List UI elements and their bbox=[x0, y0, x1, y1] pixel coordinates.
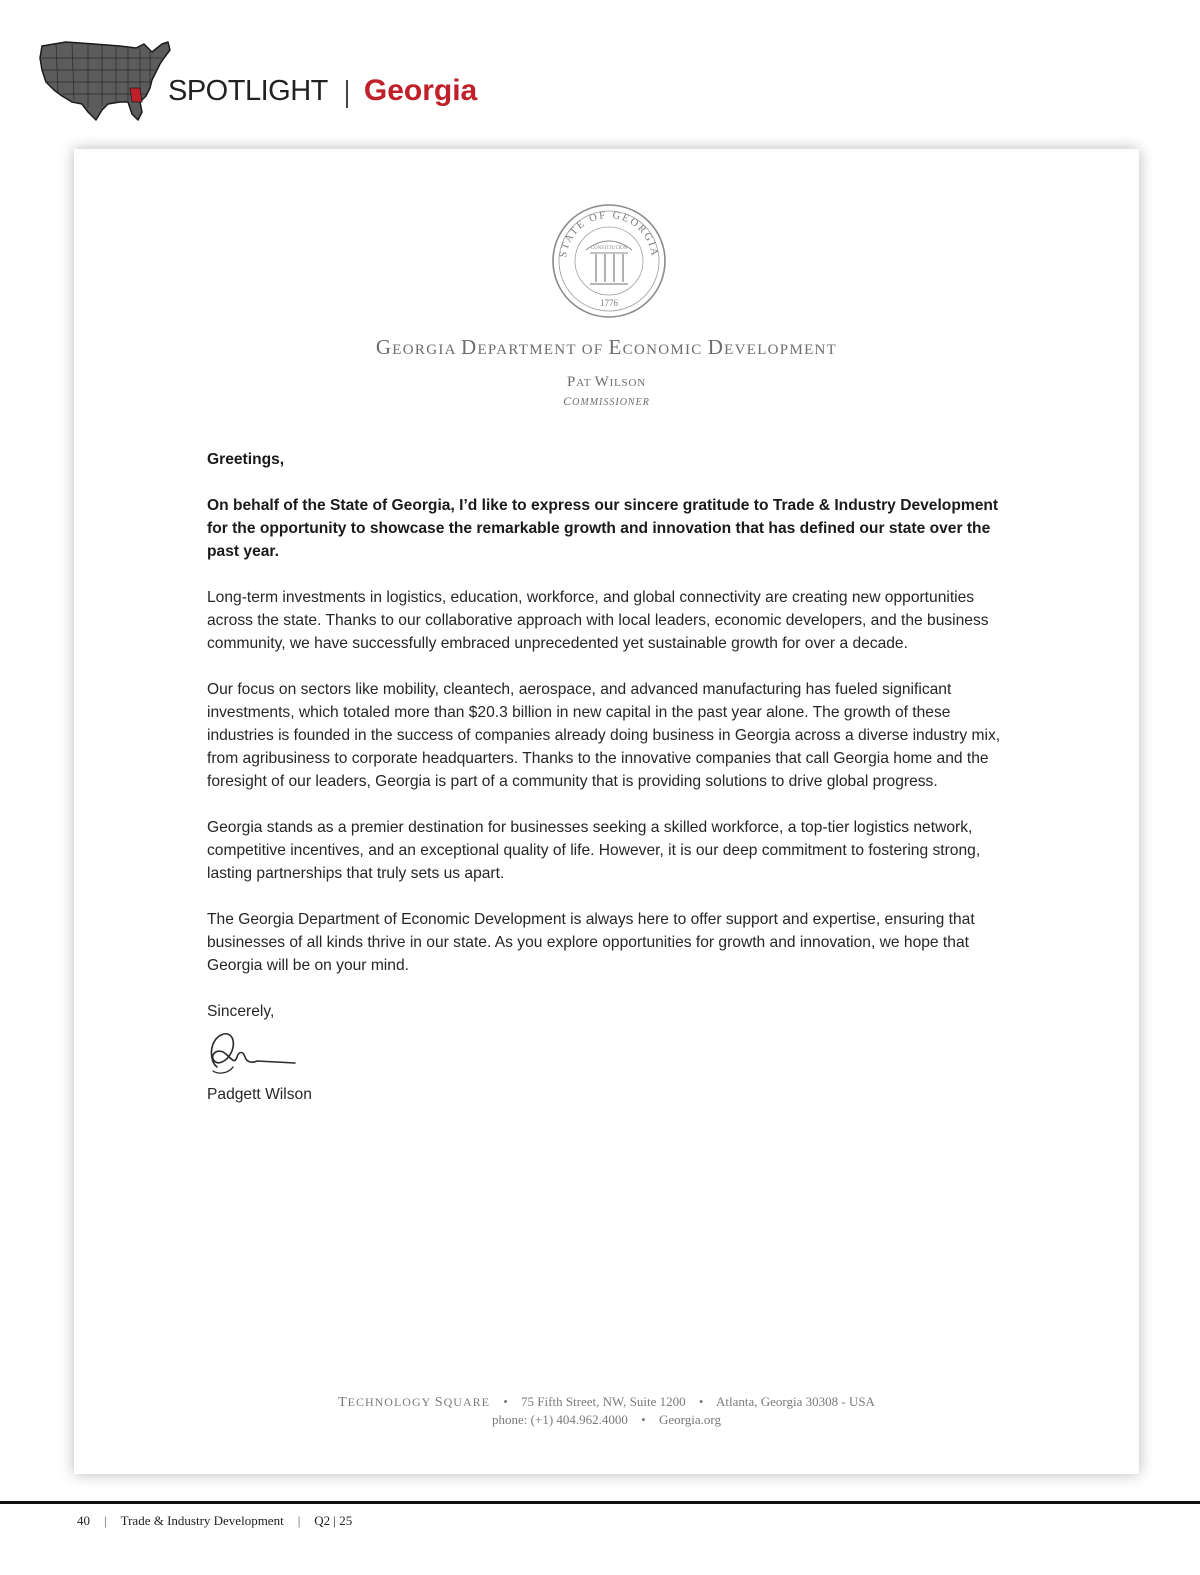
issue-label: Q2 | 25 bbox=[314, 1513, 353, 1528]
address-line-1 bbox=[74, 1394, 1139, 1411]
page-header bbox=[0, 0, 1200, 140]
letter-body bbox=[207, 448, 1007, 1106]
section-label: SPOTLIGHT bbox=[168, 75, 328, 107]
separator-dot: • bbox=[698, 1394, 704, 1409]
footer-rule bbox=[0, 1501, 1200, 1504]
page-number: 40 bbox=[77, 1513, 90, 1528]
letter-sheet bbox=[74, 149, 1139, 1474]
commissioner-title: COMMISSIONER bbox=[563, 394, 650, 408]
department-name: GEORGIA DEPARTMENT OF ECONOMIC DEVELOPMENT bbox=[375, 335, 838, 359]
phone-number: phone: (+1) 404.962.4000 bbox=[492, 1412, 628, 1427]
footer-divider: | bbox=[297, 1513, 301, 1528]
svg-text:STATE OF GEORGIA: STATE OF GEORGIA bbox=[558, 209, 661, 259]
body-paragraph-3: Georgia stands as a premier destination for businesses seeking a skilled workforce, a top-tier logistics network, competitive incentives, and an exceptional quality of life. However, it is our deep commitment to fostering strong, lasting partnerships that truly sets us apart. bbox=[207, 819, 981, 882]
separator-dot: • bbox=[503, 1394, 508, 1409]
body-paragraph-4: The Georgia Department of Economic Development is always here to offer support and expertise, ensuring that businesses of all kinds thrive in our state. As you explore opportunities for growth and innovation, we hope that Georgia will be on your mind. bbox=[207, 911, 975, 974]
svg-text:1776: 1776 bbox=[600, 298, 618, 308]
title-divider bbox=[346, 80, 348, 108]
us-map-icon bbox=[36, 36, 174, 124]
publication-name: Trade & Industry Development bbox=[120, 1513, 284, 1528]
page-footer bbox=[77, 1511, 352, 1531]
state-label: Georgia bbox=[363, 74, 478, 107]
commissioner-name: PAT WILSON bbox=[567, 374, 646, 390]
signer-name: Padgett Wilson bbox=[207, 1086, 312, 1103]
intro-paragraph: On behalf of the State of Georgia, I’d like to express our sincere gratitude to Trade & Industry Development for the opportunity to showcase the remarkable growth and innovation that has defined our state over the past year. bbox=[207, 497, 999, 560]
body-paragraph-1: Long-term investments in logistics, education, workforce, and global connectivity are creating new opportunities across the state. Thanks to our collaborative approach with local leaders, economic developers, and the business community, we have successfully embraced unprecedented yet sustainable growth for over a decade. bbox=[207, 589, 989, 652]
city-address: Atlanta, Georgia 30308 - USA bbox=[715, 1394, 875, 1409]
address-line-2 bbox=[74, 1412, 1139, 1428]
separator-dot: • bbox=[641, 1412, 646, 1427]
street-address: 75 Fifth Street, NW, Suite 1200 bbox=[521, 1394, 686, 1409]
georgia-state-seal-icon bbox=[550, 202, 668, 320]
page-title bbox=[168, 74, 477, 114]
greeting: Greetings, bbox=[207, 451, 285, 468]
website-link[interactable]: Georgia.org bbox=[658, 1412, 721, 1427]
svg-text:CONSTITUTION: CONSTITUTION bbox=[590, 246, 628, 251]
building-name: TECHNOLOGY SQUARE bbox=[338, 1395, 490, 1410]
footer-divider: | bbox=[104, 1513, 107, 1528]
body-paragraph-2: Our focus on sectors like mobility, cleantech, aerospace, and advanced manufacturing has fueled significant investments, which totaled more than $20.3 billion in new capital in the past year alone. The growth of these industries is founded in the success of companies already doing business in Georgia across a diverse industry mix, from agribusiness to corporate headquarters. Thanks to the innovative companies that call Georgia home and the foresight of our leaders, Georgia is part of a community that is providing solutions to drive global progress. bbox=[207, 681, 1001, 790]
closing: Sincerely, bbox=[207, 1003, 275, 1020]
handwritten-signature-icon bbox=[203, 1027, 299, 1081]
